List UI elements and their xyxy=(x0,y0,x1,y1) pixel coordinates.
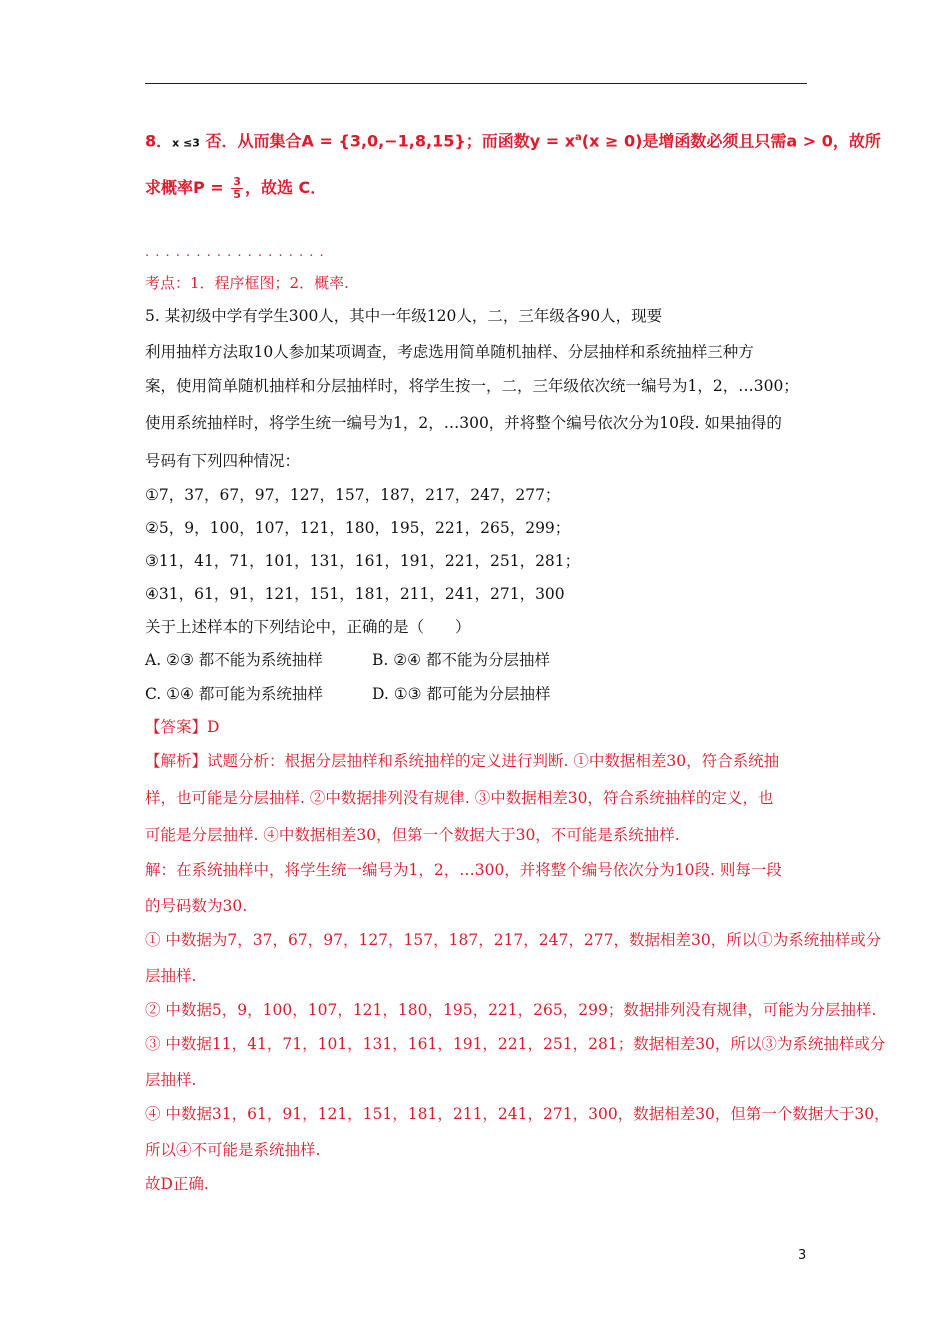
kaodian: 考点：1．程序框图；2．概率. xyxy=(145,274,349,292)
prev-solution-line-2: 求概率P = $\frac{3}{5}$ ，故选 C． xyxy=(145,175,327,201)
question-line-5: 号码有下列四种情况： xyxy=(145,452,301,470)
analysis-line-1: 【解析】试题分析：根据分层抽样和系统抽样的定义进行判断. ①中数据相差30，符合系统抽 xyxy=(145,752,780,770)
analysis-line-2: 样，也可能是分层抽样. ②中数据排列没有规律. ③中数据相差30，符合系统抽样的定义，也 xyxy=(145,789,774,807)
analysis-line-11: ④ 中数据31，61，91，121，151，181，211，241，271，300，数据相差30，但第一个数据大于30， xyxy=(145,1105,890,1123)
option-c: C. ①④ 都可能为系统抽样 xyxy=(145,685,323,703)
header-rule xyxy=(145,83,807,84)
question-ask: 关于上述样本的下列结论中，正确的是（ ） xyxy=(145,618,471,636)
sample-4: ④31，61，91，121，151，181，211，241，271，300 xyxy=(145,585,565,603)
analysis-line-12: 所以④不可能是系统抽样. xyxy=(145,1141,321,1159)
analysis-line-9: ③ 中数据11，41，71，101，131，161，191，221，251，281；数据相差30，所以③为系统抽样或分 xyxy=(145,1035,886,1053)
analysis-line-3: 可能是分层抽样. ④中数据相差30，但第一个数据大于30，不可能是系统抽样. xyxy=(145,826,680,844)
analysis-line-4: 解：在系统抽样中，将学生统一编号为1，2，…300，并将整个编号依次分为10段. 则每一段 xyxy=(145,861,782,879)
analysis-line-8: ② 中数据5，9，100，107，121，180，195，221，265，299；数据排列没有规律，可能为分层抽样. xyxy=(145,1001,877,1019)
answer-label: 【答案】D xyxy=(145,718,220,736)
analysis-line-7: 层抽样. xyxy=(145,967,197,985)
page-number: 3 xyxy=(798,1248,807,1263)
question-line-1: 5. 某初级中学有学生300人，其中一年级120人，二，三年级各90人，现要 xyxy=(145,307,663,325)
analysis-line-6: ① 中数据为7，37，67，97，127，157，187，217，247，277，数据相差30，所以①为系统抽样或分 xyxy=(145,931,882,949)
prev-solution-line-1: 8．x ≤3 否．从而集合A = {3,0,−1,8,15}；而函数$y = x^a(x \ge 0)$是增函数必须且只需a > 0，故所 xyxy=(145,131,881,151)
question-line-4: 使用系统抽样时，将学生统一编号为1，2，…300，并将整个编号依次分为10段. 如果抽得的 xyxy=(145,414,782,432)
option-d: D. ①③ 都可能为分层抽样 xyxy=(372,685,551,703)
dotted-separator: . . . . . . . . . . . . . . . . . . xyxy=(145,245,325,260)
fraction: $\frac{3}{5}$ xyxy=(233,175,241,201)
option-a: A. ②③ 都不能为系统抽样 xyxy=(145,651,323,669)
sample-1: ①7，37，67，97，127，157，187，217，247，277； xyxy=(145,486,561,504)
analysis-line-13: 故D正确. xyxy=(145,1175,209,1193)
question-line-3: 案，使用简单随机抽样和分层抽样时，将学生按一，二，三年级依次统一编号为1，2，…300； xyxy=(145,377,799,395)
question-line-2: 利用抽样方法取10人参加某项调查，考虑选用简单随机抽样、分层抽样和系统抽样三种方 xyxy=(145,343,754,361)
sample-2: ②5，9，100，107，121，180，195，221，265，299； xyxy=(145,519,571,537)
analysis-line-5: 的号码数为30. xyxy=(145,897,248,915)
analysis-line-10: 层抽样. xyxy=(145,1071,197,1089)
option-b: B. ②④ 都不能为分层抽样 xyxy=(372,651,550,669)
sample-3: ③11，41，71，101，131，161，191，221，251，281； xyxy=(145,552,581,570)
